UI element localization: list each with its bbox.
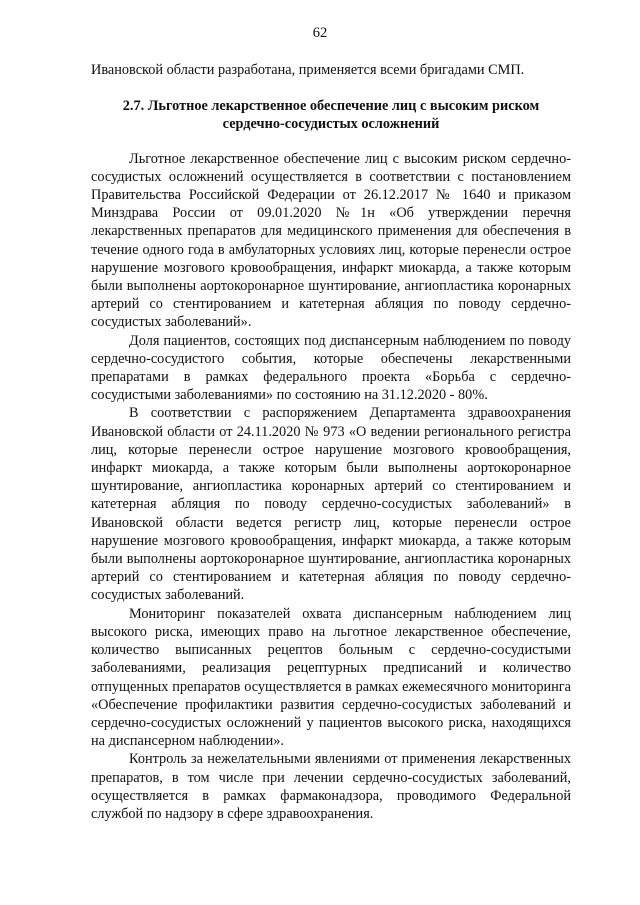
intro-line: Ивановской области разработана, применяется всеми бригадами СМП. <box>91 62 525 78</box>
paragraph-3: В соответствии с распоряжением Департамента здравоохранения Ивановской области от 24.11.2020 № 973 «О ведении регионального регистра лиц, которые перенесли острое нарушение мозгового кровообращения, инфаркт миокарда, а также которым были выполнены аортокоронарное шунтирование, ангиопластика коронарных артерий со стентированием и катетерная абляция по поводу сердечно-сосудистых заболеваний» в Ивановской области ведется регистр лиц, которые перенесли острое нарушение мозгового кровообращения, инфаркт миокарда, а также которым были выполнены аортокоронарное шунтирование, ангиопластика коронарных артерий со стентированием и катетерная абляция по поводу сердечно-сосудистых заболеваний. <box>91 405 571 604</box>
page-number: 62 <box>312 25 328 41</box>
document-body <box>91 61 571 823</box>
paragraph-4: Мониторинг показателей охвата диспансерным наблюдением лиц высокого риска, имеющих право на льготное лекарственное обеспечение, количество выписанных рецептов больным с сердечно-сосудистыми заболеваниями, реализация рецептурных предписаний и количество отпущенных препаратов осуществляется в рамках ежемесячного мониторинга «Обеспечение профилактики развития сердечно-сосудистых заболеваний и сердечно-сосудистых осложнений у пациентов высокого риска, находящихся на диспансерном наблюдении». <box>91 605 571 750</box>
paragraph-2: Доля пациентов, состоящих под диспансерным наблюдением по поводу сердечно-сосудистого события, которые обеспечены лекарственными препаратами в рамках федерального проекта «Борьба с сердечно-сосудистыми заболеваниями» по состоянию на 31.12.2020 - 80%. <box>91 332 571 404</box>
paragraph-1: Льготное лекарственное обеспечение лиц с высоким риском сердечно-сосудистых осложнений осуществляется в соответствии с постановлением Правительства Российской Федерации от 26.12.2017 № 1640 и приказом Минздрава России от 09.01.2020 №1н «Об утверждении перечня лекарственных препаратов для медицинского применения для обеспечения в течение одного года в амбулаторных условиях лиц, которые перенесли острое нарушение мозгового кровообращения, инфаркт миокарда, а также которым были выполнены аортокоронарное шунтирование, ангиопластика коронарных артерий со стентированием и катетерная абляция по поводу сердечно-сосудистых заболеваний». <box>91 150 571 331</box>
section-heading: 2.7. Льготное лекарственное обеспечение лиц с высоким риском сердечно-сосудистых осложнений <box>122 98 540 133</box>
paragraph-5: Контроль за нежелательными явлениями от применения лекарственных препаратов, в том числе при лечении сердечно-сосудистых заболеваний, осуществляется в рамках фармаконадзора, проводимого Федеральной службой по надзору в сфере здравоохранения. <box>91 751 571 822</box>
